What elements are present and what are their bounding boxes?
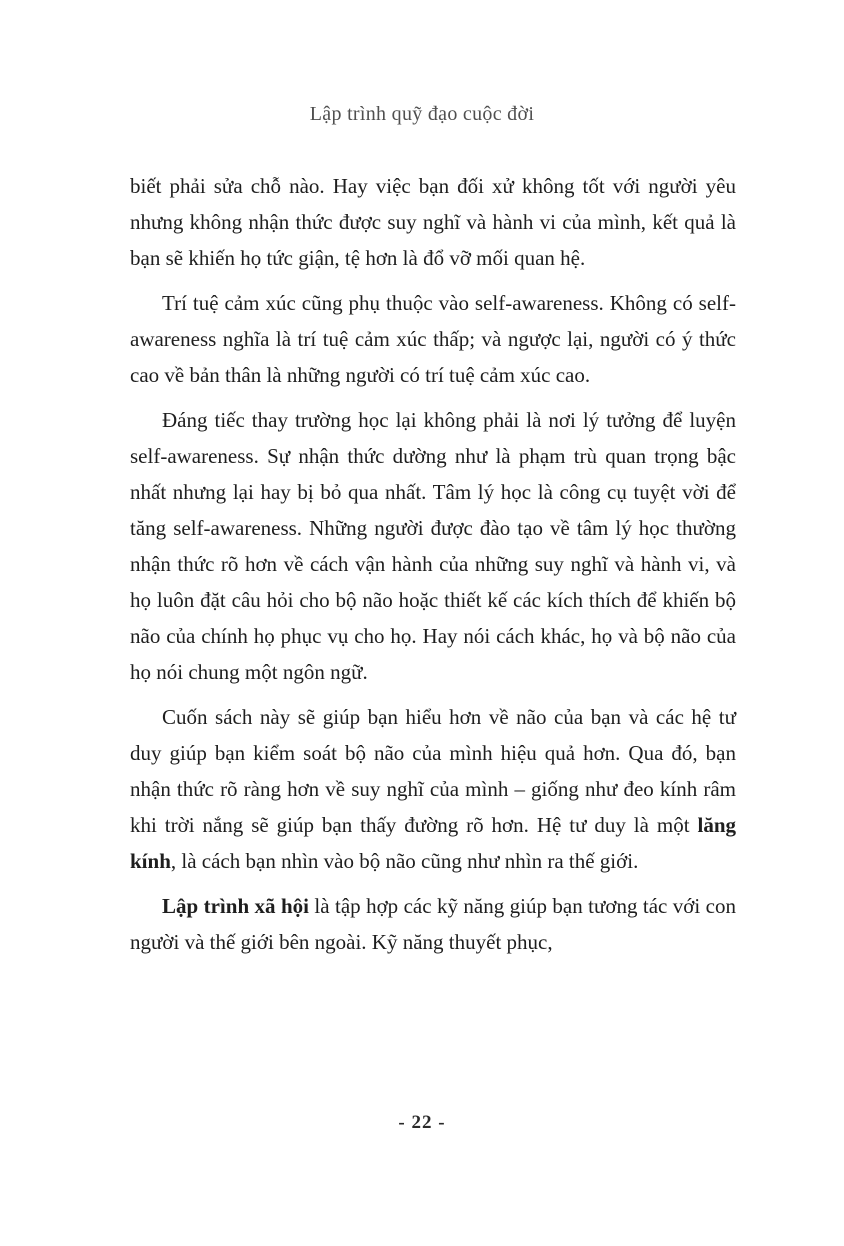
- paragraph-text: Trí tuệ cảm xúc cũng phụ thuộc vào self-awareness. Không có self-awareness nghĩa là trí tuệ cảm xúc thấp; và ngược lại, người có ý thức cao về bản thân là những người có trí tuệ cảm xúc cao.: [130, 291, 736, 387]
- paragraph-text: , là cách bạn nhìn vào bộ não cũng như nhìn ra thế giới.: [170, 849, 639, 873]
- paragraph: [130, 168, 736, 276]
- paragraph-text: Cuốn sách này sẽ giúp bạn hiểu hơn về não của bạn và các hệ tư duy giúp bạn kiểm soát bộ não của mình hiệu quả hơn. Qua đó, bạn nhận thức rõ ràng hơn về suy nghĩ của mình – giống như đeo kính râm khi trời nắng sẽ giúp bạn thấy đường rõ hơn. Hệ tư duy là một: [130, 705, 736, 837]
- bold-term: lăng kính: [130, 813, 736, 873]
- paragraph-text: là tập hợp các kỹ năng giúp bạn tương tác với con người và thế giới bên ngoài. Kỹ năng thuyết phục,: [130, 894, 736, 954]
- running-title: Lập trình quỹ đạo cuộc đời: [309, 103, 535, 125]
- paragraph: [130, 888, 736, 960]
- paragraph: [130, 285, 736, 393]
- paragraph-text: Đáng tiếc thay trường học lại không phải là nơi lý tưởng để luyện self-awareness. Sự nhận thức dường như là phạm trù quan trọng bậc nhất nhưng lại hay bị bỏ qua nhất. Tâm lý học là công cụ tuyệt vời để tăng self-awareness. Những người được đào tạo về tâm lý học thường nhận thức rõ hơn về cách vận hành của những suy nghĩ và hành vi, và họ luôn đặt câu hỏi cho bộ não hoặc thiết kế các kích thích để khiến bộ não của chính họ phục vụ cho họ. Hay nói cách khác, họ và bộ não của họ nói chung một ngôn ngữ.: [130, 408, 736, 684]
- paragraph: [130, 699, 736, 879]
- bold-term: Lập trình xã hội: [162, 894, 309, 918]
- paragraph: [130, 402, 736, 690]
- body-text: [130, 168, 736, 969]
- paragraph-text: biết phải sửa chỗ nào. Hay việc bạn đối xử không tốt với người yêu nhưng không nhận thức được suy nghĩ và hành vi của mình, kết quả là bạn sẽ khiến họ tức giận, tệ hơn là đổ vỡ mối quan hệ.: [130, 174, 736, 270]
- page-number: - 22 -: [398, 1112, 446, 1133]
